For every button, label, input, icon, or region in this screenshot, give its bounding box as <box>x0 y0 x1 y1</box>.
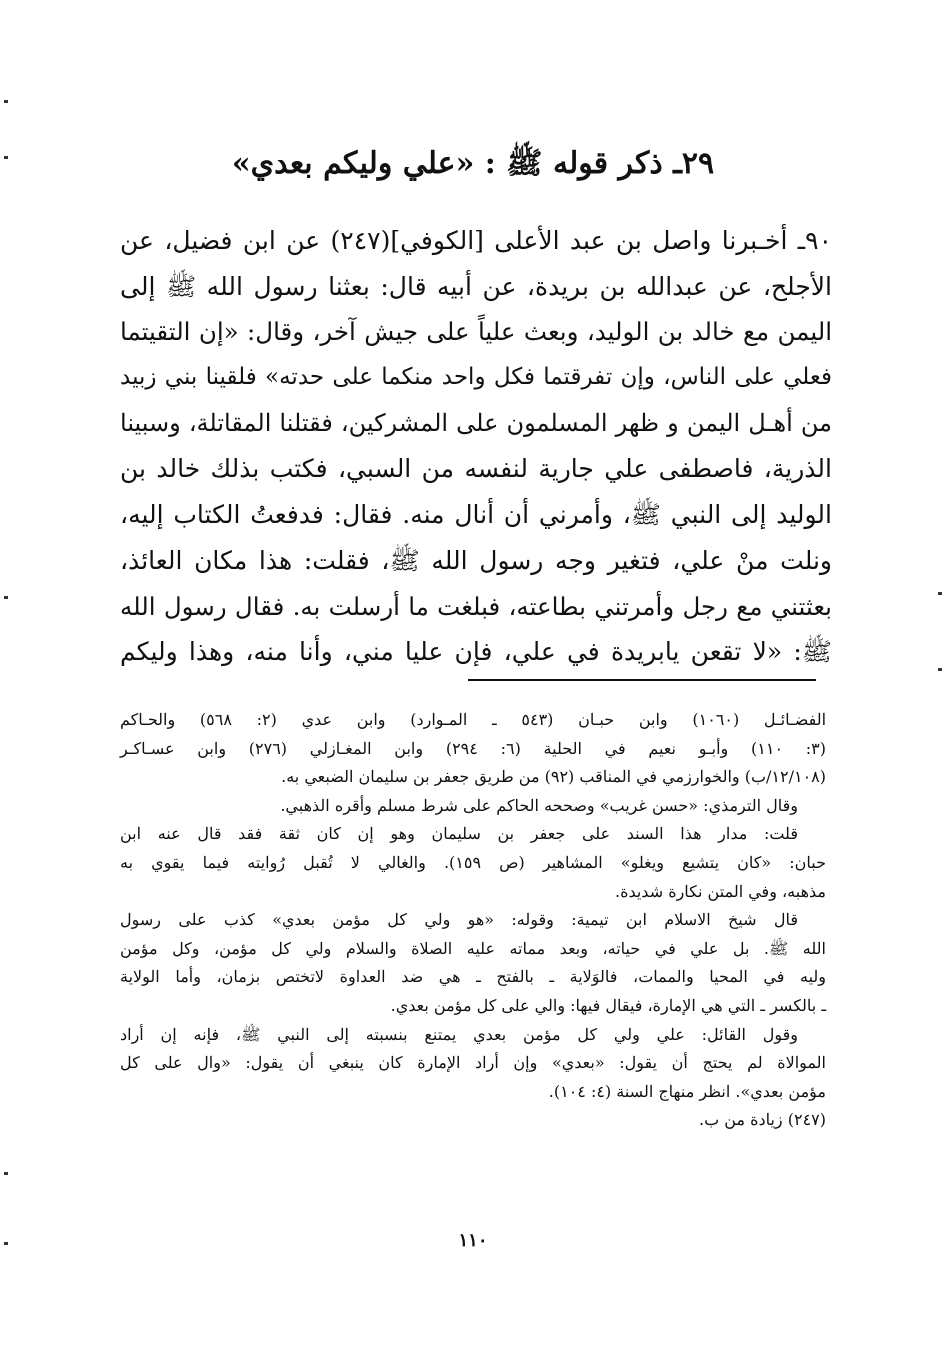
scan-speck <box>4 1242 8 1245</box>
hadith-line: بعثتني مع رجل وأمرتني بطاعته، فبلغت ما أرسلت به. فقال رسول الله <box>120 591 832 621</box>
hadith-line: الأجلح، عن عبدالله بن بريدة، عن أبيه قال: بعثنا رسول الله ﷺ إلى <box>120 271 832 301</box>
footnote-line: وليه في المحيا والممات، فالوَلاية ـ بالفتح ـ هي ضد العداوة لاتختص بزمان، وأما الولاية <box>120 967 826 987</box>
footnote-line: الفضـائـل (١٠٦٠) وابن حبـان (٥٤٣ ـ المـوارد) وابن عدي (٢: ٥٦٨) والحـاكم <box>120 710 827 729</box>
hadith-line: فعلي على الناس، وإن تفرقتما فكل واحد منكما على حدته» فلقينا بني زبيد <box>120 364 832 391</box>
footnote-line: مذهبه، وفي المتن نكارة شديدة. <box>614 881 826 901</box>
hadith-line: اليمن مع خالد بن الوليد، وبعث علياً على جيش آخر، وقال: «إن التقيتما <box>120 317 832 347</box>
hadith-line: الوليد إلى النبي ﷺ، وأمرني أن أنال منه. فقال: فدفعتُ الكتاب إليه، <box>120 500 832 530</box>
footnote-line: حبان: «كان يتشيع ويغلو» المشاهير (ص ١٥٩). والغالي لا تُقبل رُوايته فيما يقوي به <box>120 852 827 872</box>
hadith-text <box>120 218 832 675</box>
footnote-line: وقول القائل: علي ولي كل مؤمن بعدي يمتنع بنسبته إلى النبي ﷺ، فإنه إن أراد <box>120 1024 798 1044</box>
hadith-line: الذرية، فاصطفى علي جارية لنفسه من السبي، فكتب بذلك خالد بن <box>120 454 832 484</box>
hadith-line: من أهـل اليمن و ظهر المسلمون على المشركين، فقتلنا المقاتلة، وسبينا <box>120 408 832 437</box>
scan-speck <box>4 100 8 103</box>
scan-speck <box>4 596 8 599</box>
footnote-line: ـ بالكسر ـ التي هي الإمارة، فيقال فيها: والي على كل مؤمن بعدي. <box>390 995 826 1015</box>
footnote-line: الموالاة لم يحتج أن يقول: «بعدي» وإن أراد الإمارة كان ينبغي أن يقول: «وال على كل <box>120 1053 826 1073</box>
footnote-line: قلت: مدار هذا السند على جعفر بن سليمان وهو إن كان ثقة فقد قال عنه ابن <box>120 824 798 844</box>
footnote-line: (٢٤٧) زيادة من ب. <box>699 1110 826 1130</box>
footnote-line: (١٢/١٠٨/ب) والخوارزمي في المناقب (٩٢) من طريق جعفر بن سليمان الضبعي به. <box>281 767 826 787</box>
footnote-line: وقال الترمذي: «حسن غريب» وصححه الحاكم على شرط مسلم وأقره الذهبي. <box>280 795 798 815</box>
footnote-line: مؤمن بعدي». انظر منهاج السنة (٤: ١٠٤). <box>548 1081 826 1101</box>
scan-speck <box>938 668 942 671</box>
footnote-line: قال شيخ الاسلام ابن تيمية: وقوله: «هو ولي كل مؤمن بعدي» كذب على رسول <box>120 910 798 930</box>
footnote-separator <box>468 679 816 681</box>
page-number: ١١٠ <box>458 1230 488 1251</box>
scan-speck <box>4 156 8 159</box>
footnote-line: الله ﷺ. بل علي في حياته، وبعد مماته عليه الصلاة والسلام ولي كل مؤمن، وكل مؤمن <box>120 938 826 958</box>
hadith-line: ﷺ: «لا تقعن يابريدة في علي، فإن عليا مني، وأنا منه، وهذا وليكم <box>120 637 832 667</box>
scan-speck <box>4 1172 8 1175</box>
scan-speck <box>938 592 942 595</box>
footnotes <box>120 706 826 1135</box>
hadith-line: ٩٠ـ أخـبرنا واصل بن عبد الأعلى [الكوفي](٢٤٧) عن ابن فضيل، عن <box>120 226 832 255</box>
footnote-line: (٣: ١١٠) وأبـو نعيم في الحلية (٦: ٢٩٤) وابن المغـازلي (٢٧٦) وابن عسـاكـر <box>120 738 826 758</box>
hadith-line: ونلت منْ علي، فتغير وجه رسول الله ﷺ، فقلت: هذا مكان العائذ، <box>120 545 832 575</box>
section-heading: ٢٩ـ ذكر قوله ﷺ : «علي وليكم بعدي» <box>231 146 715 181</box>
